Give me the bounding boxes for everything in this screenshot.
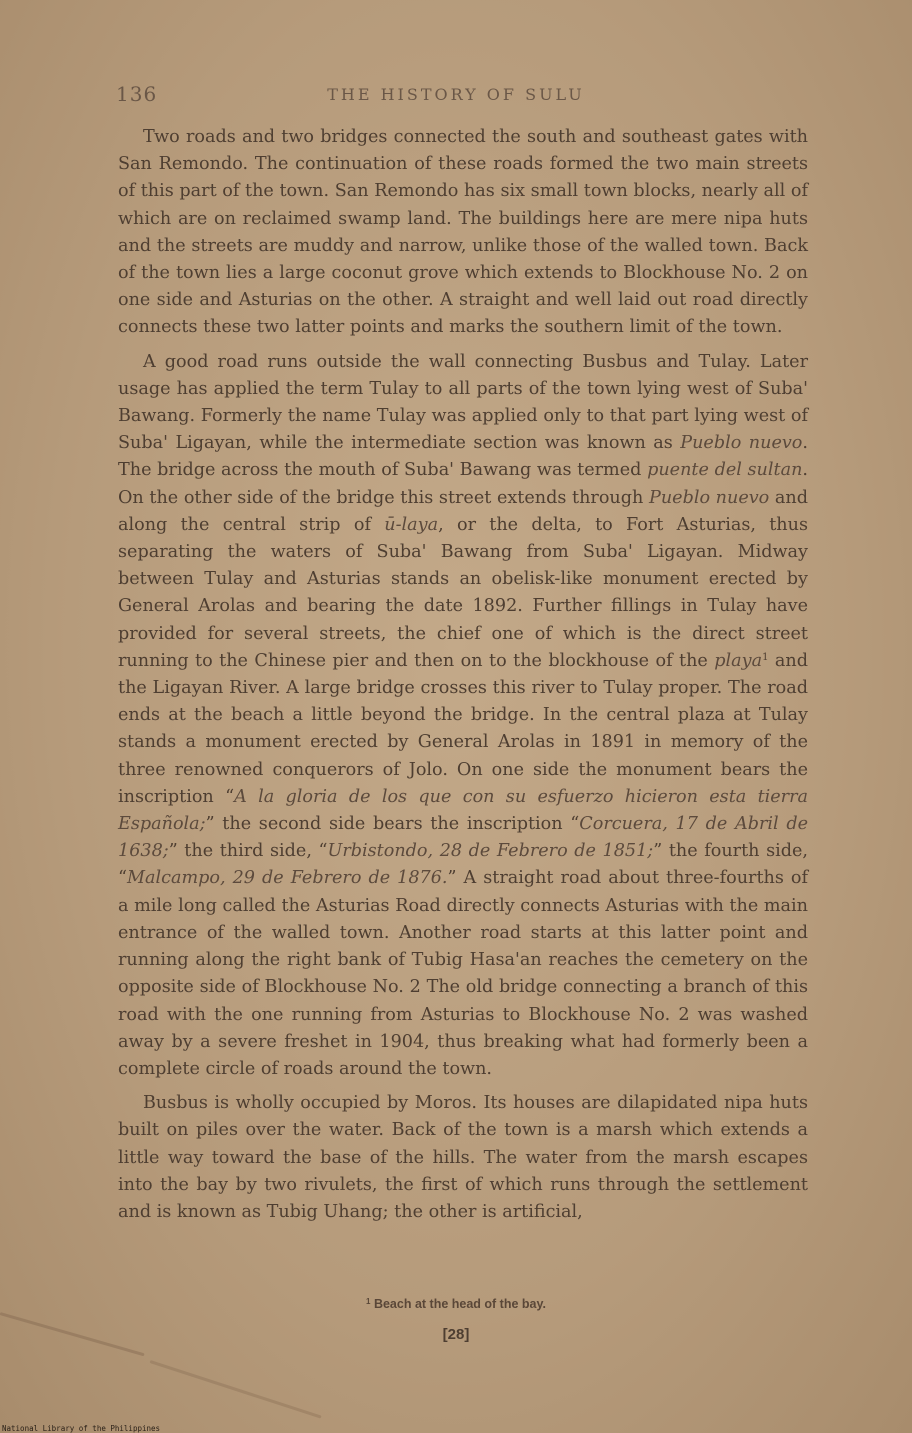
text-run: and along the central strip of: [118, 487, 808, 535]
text-run: A good road runs outside the wall connecting Busbus and Tulay. Later usage has applied the term Tulay to all parts of the town lying west of Suba' Bawang. Formerly the name Tulay was applied only to that part lying west of Suba' Ligayan, while the intermediate section was known as: [118, 351, 808, 454]
footnote-marker: 1: [366, 1297, 371, 1306]
italic-phrase: Malcampo, 29 de Febrero de 1876.: [127, 868, 448, 889]
page-number: 136: [116, 82, 158, 106]
paragraph: [118, 124, 808, 342]
paragraph: [118, 349, 808, 1083]
text-run: . The bridge across the mouth of Suba' Bawang was termed: [118, 433, 808, 481]
text-run: , or the delta, to Fort Asturias, thus separating the waters of Suba' Bawang from Suba' Ligayan. Midway between Tulay and Asturias stands an obelisk-like monument erected by General Arolas and bearing the date 1892. Further fillings in Tulay have provided for several streets, the chief one of which is the direct street running to the Chinese pier and then on to the blockhouse of the: [118, 514, 808, 671]
body-text: [118, 124, 808, 1226]
footnote-text: Beach at the head of the bay.: [373, 1297, 546, 1311]
italic-phrase: Urbistondo, 28 de Febrero de 1851;: [327, 841, 654, 862]
italic-phrase: Pueblo nuevo: [648, 487, 770, 508]
text-run: and the Ligayan River. A large bridge crosses this river to Tulay proper. The road ends at the beach a little beyond the bridge. In the central plaza at Tulay stands a monument erected by General Arolas in 1891 in memory of the three renowned conquerors of Jolo. On one side the monument bears the inscription “: [118, 650, 808, 807]
library-watermark: National Library of the Philippines: [2, 1424, 161, 1433]
paragraph: [118, 1090, 808, 1226]
italic-phrase: A la gloria de los que con su esfuerzo hicieron esta tierra Española;: [118, 786, 808, 835]
folio: [28]: [442, 1326, 470, 1343]
page-edge-shadow: [150, 1360, 322, 1418]
text-run: . On the other side of the bridge this street extends through: [118, 460, 809, 508]
italic-phrase: puente del sultan: [647, 460, 803, 481]
text-run: ” the second side bears the inscription “: [205, 814, 580, 835]
footnote: [0, 1297, 912, 1311]
text-run: ” the third side, “: [168, 841, 328, 862]
italic-phrase: Pueblo nuevo: [680, 433, 803, 454]
text-run: ” A straight road about three-fourths of a mile long called the Asturias Road directly connects Asturias with the main entrance of the walled town. Another road starts at this latter point and running along the right bank of Tubig Hasa'an reaches the cemetery on the opposite side of Blockhouse No. 2 The old bridge connecting a branch of this road with the one running from Asturias to Blockhouse No. 2 was washed away by a severe freshet in 1904, thus breaking what had formerly been a complete circle of roads around the town.: [118, 868, 808, 1079]
page-header: [0, 82, 912, 112]
text-run: Busbus is wholly occupied by Moros. Its houses are dilapidated nipa huts built on piles over the water. Back of the town is a marsh which extends a little way toward the base of the hills. The water from the marsh escapes into the bay by two rivulets, the first of which runs through the settlement and is known as Tubig Uhang; the other is artificial,: [118, 1093, 808, 1222]
italic-phrase: playa: [714, 650, 763, 671]
italic-phrase: Corcuera, 17 de Abril de 1638;: [118, 814, 808, 862]
italic-phrase: ū-laya: [384, 514, 439, 535]
text-run: ” the fourth side, “: [118, 841, 809, 889]
text-run: Two roads and two bridges connected the south and southeast gates with San Remondo. The continuation of these roads formed the two main streets of this part of the town. San Remondo has six small town blocks, nearly all of which are on reclaimed swamp land. The buildings here are mere nipa huts and the streets are muddy and narrow, unlike those of the walled town. Back of the town lies a large coconut grove which extends to Blockhouse No. 2 on one side and Asturias on the other. A straight and well laid out road directly connects these two latter points and marks the southern limit of the town.: [118, 127, 808, 338]
running-head: THE HISTORY OF SULU: [327, 85, 585, 104]
footnote-reference: 1: [762, 651, 769, 663]
